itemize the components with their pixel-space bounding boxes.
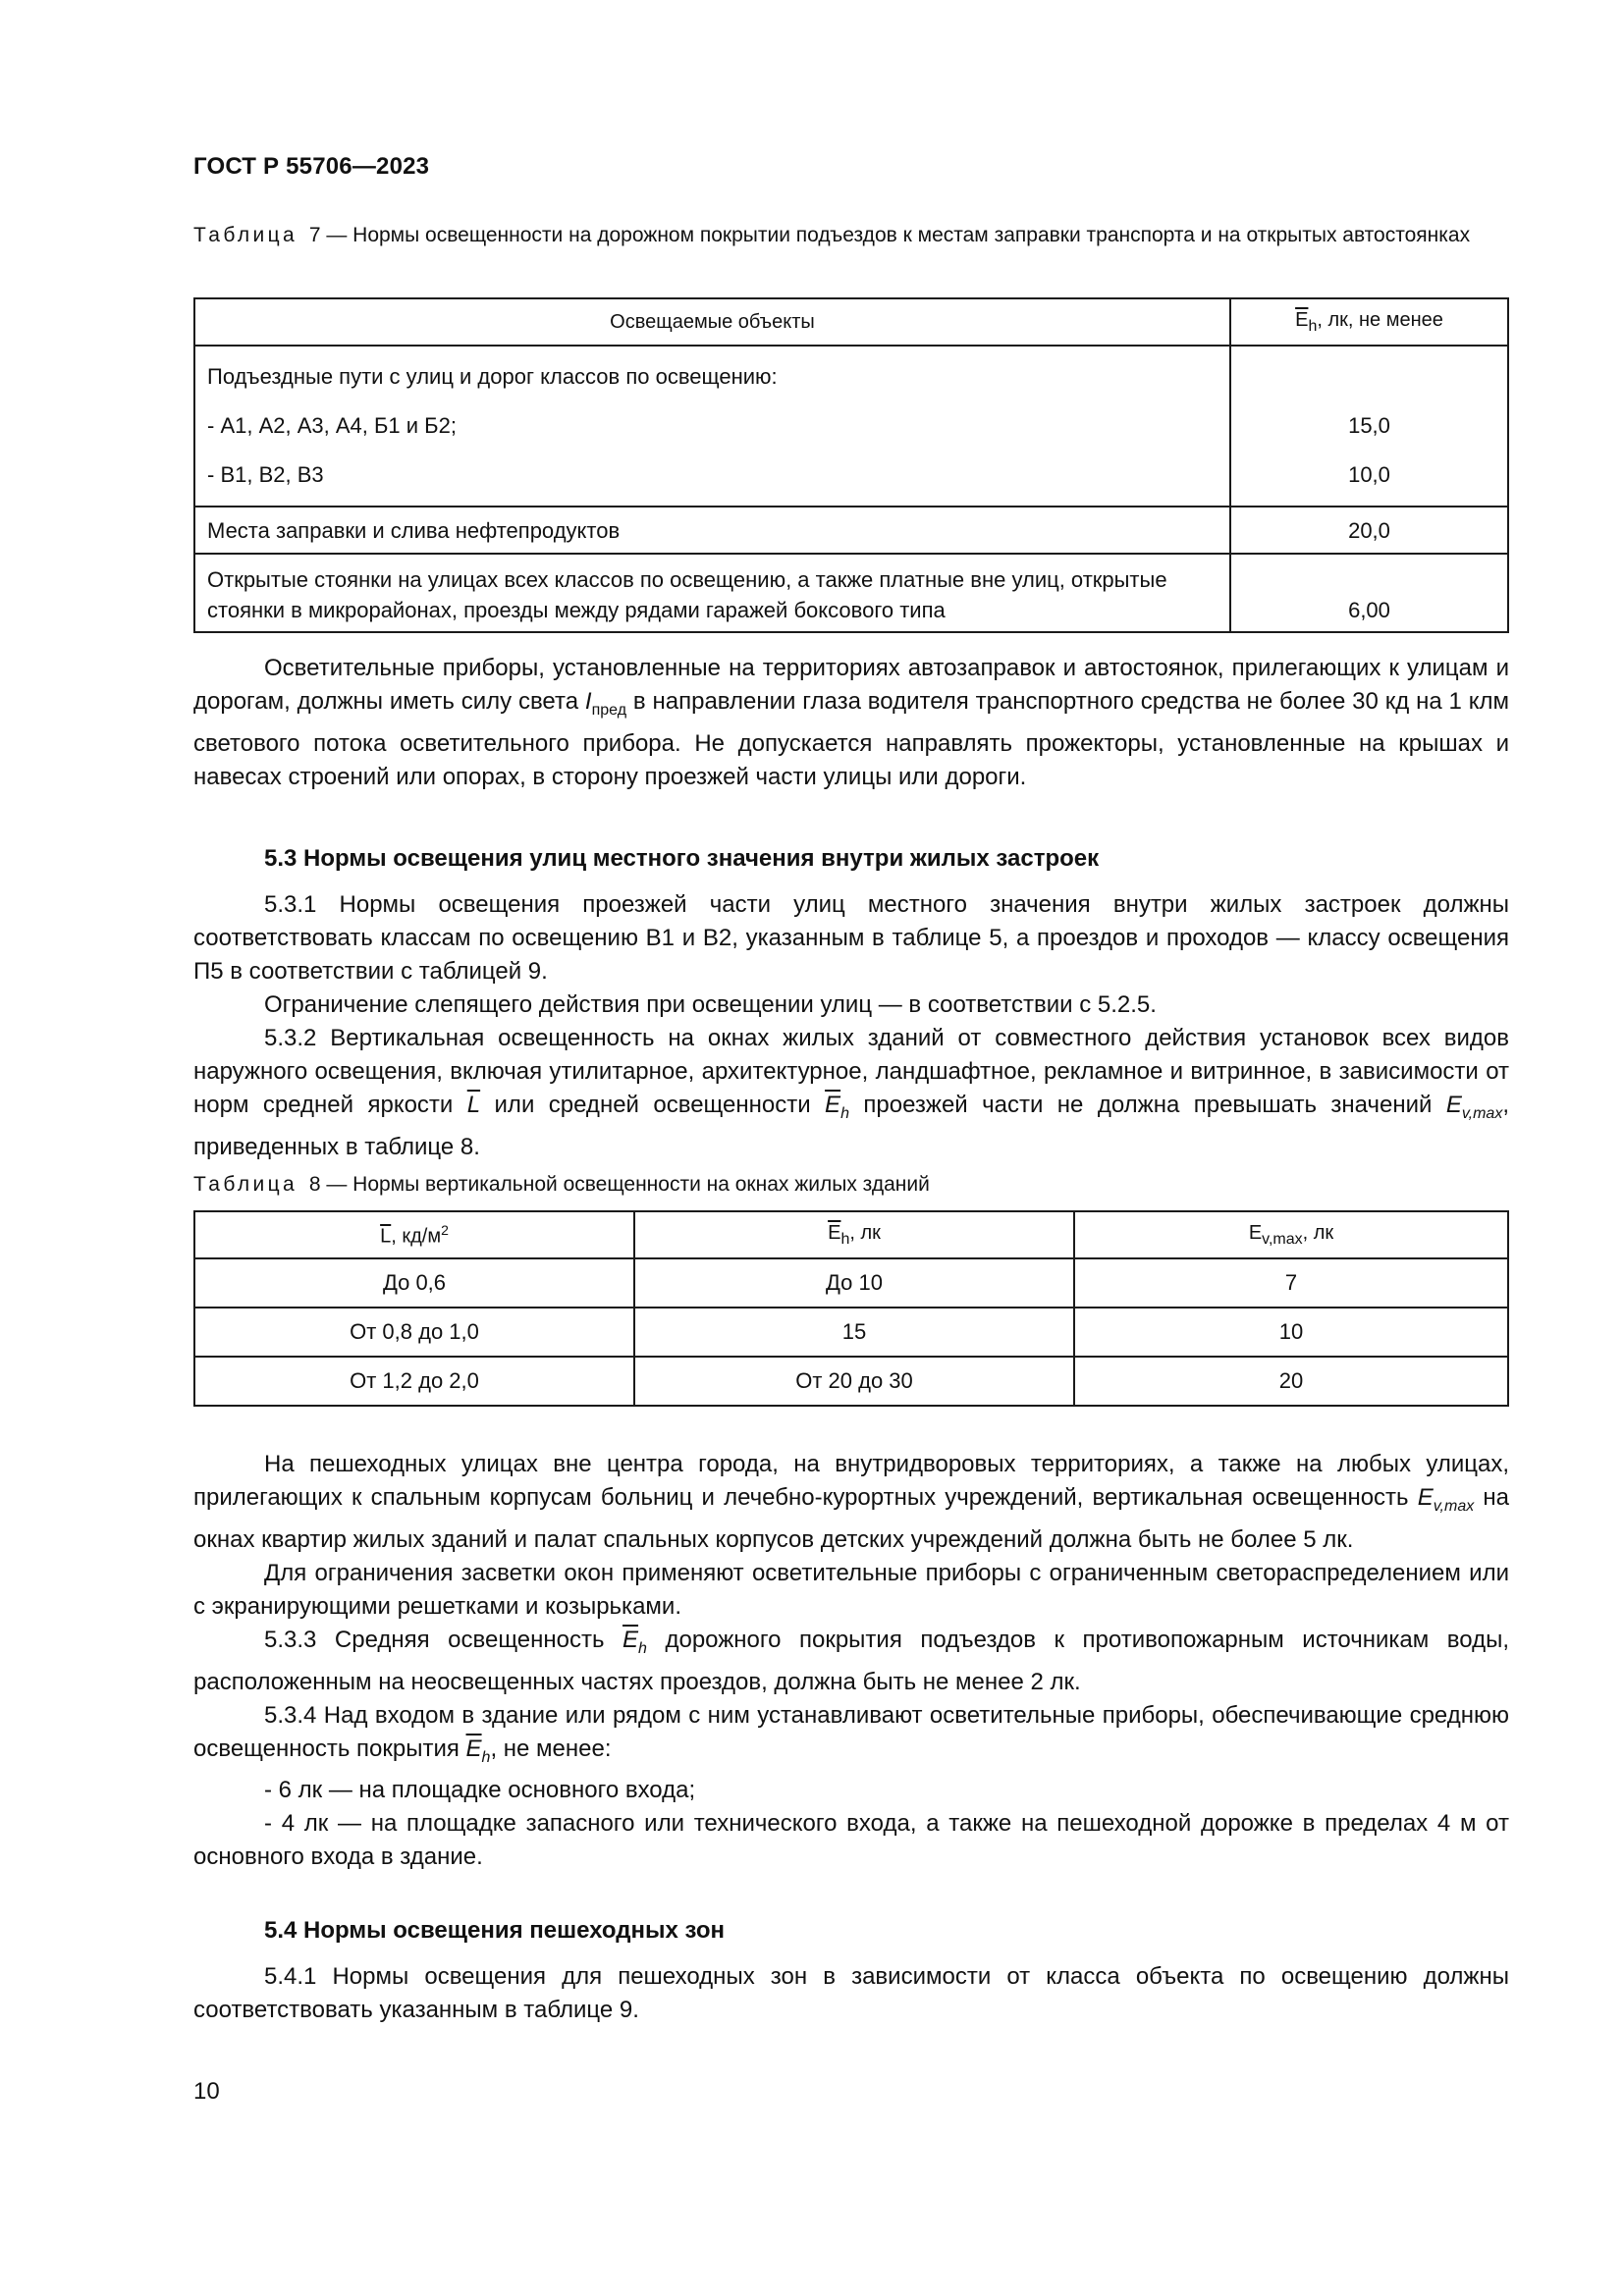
table7-header-row <box>194 298 1508 346</box>
table8-header-vertical-illuminance: $E_{v,max}$, лк <box>1074 1211 1508 1258</box>
table8-header-luminance: $\overline{L}$, $кд/м^2$ <box>194 1211 634 1258</box>
table-cell: До 0,6 <box>194 1258 634 1308</box>
table7-row-parking <box>194 554 1508 632</box>
table7-row-label: - В1, В2, В3 <box>207 462 324 487</box>
table7-group-title: Подъездные пути с улиц и дорог классов по освещению: <box>207 364 778 389</box>
table7-row-label: - А1, А2, А3, А4, Б1 и Б2; <box>207 413 457 438</box>
table-cell: 10 <box>1074 1308 1508 1357</box>
table7-caption-text: 7 — Нормы освещенности на дорожном покрытии подъездов к местам заправки транспорта и на открытых автостоянках <box>308 224 1471 246</box>
section-heading-5-4: 5.4 Нормы освещения пешеходных зон <box>264 1917 725 1944</box>
table-row <box>194 1357 1508 1406</box>
table8-caption <box>193 1170 1509 1200</box>
table7 <box>193 297 1509 633</box>
paragraph-5-3-1: 5.3.1 Нормы освещения проезжей части улиц местного значения внутри жилых застроек должны соответствовать классам по освещению В1 и В2, указанным в таблице 5, а проездов и проходов — классу освещения П5 в соответствии с таблицей 9. <box>193 891 1509 985</box>
table-cell: 20 <box>1074 1357 1508 1406</box>
paragraph-5-3-4: 5.3.4 Над входом в здание или рядом с ним устанавливают осветительные приборы, обеспечивающие среднюю освещенность покрытия $\overline{E}_h$, не менее: <box>193 1701 1509 1766</box>
section-heading-5-3: 5.3 Нормы освещения улиц местного значения внутри жилых застроек <box>264 845 1100 872</box>
table7-row-value: 10,0 <box>1348 462 1390 487</box>
table8 <box>193 1210 1509 1407</box>
table8-header-horizontal-illuminance: $\overline{E}_h$, лк <box>634 1211 1074 1258</box>
table-cell: От 1,2 до 2,0 <box>194 1357 634 1406</box>
section-after-table8 <box>193 1448 1509 1874</box>
list-item: - 4 лк — на площадке запасного или технического входа, а также на пешеходной дорожке в пределах 4 м от основного входа в здание. <box>193 1810 1509 1871</box>
table7-row-value: 15,0 <box>1348 413 1390 438</box>
table7-row-value: 20,0 <box>1230 507 1508 554</box>
table-cell: 15 <box>634 1308 1074 1357</box>
table-cell: От 20 до 30 <box>634 1357 1074 1406</box>
paragraph-5-3-2: 5.3.2 Вертикальная освещенность на окнах жилых зданий от совместного действия установок всех видов наружного освещения, включая утилитарное, архитектурное, ландшафтное, рекламное и витринное, в зависимости от норм средней яркости $\overline{L}$ или средней освещенности $\overline{E}_h$ проезжей части не должна превышать значений $E_{v,max}$, приведенных в таблице 8. <box>193 1025 1509 1160</box>
paragraph-5-3-3: 5.3.3 Средняя освещенность $\overline{E}_h$ дорожного покрытия подъездов к противопожарным источникам воды, расположенным на неосвещенных частях проездов, должна быть не менее 2 лк. <box>193 1626 1510 1695</box>
paragraph-5-4-1: 5.4.1 Нормы освещения для пешеходных зон в зависимости от класса объекта по освещению должны соответствовать указанным в таблице 9. <box>193 1963 1509 2023</box>
table8-header-row <box>194 1211 1508 1258</box>
table8-caption-label: Таблица <box>193 1173 298 1196</box>
paragraph-pedestrian-streets: На пешеходных улицах вне центра города, на внутридворовых территориях, а также на любых улицах, прилегающих к спальным корпусам больниц и лечебно-курортных учреждений, вертикальная освещенность $E_{v,max}$ на окнах квартир жилых зданий и палат спальных корпусов детских учреждений должна быть не более 5 лк. <box>193 1451 1509 1553</box>
page-number: 10 <box>193 2078 220 2105</box>
table7-row-label: Открытые стоянки на улицах всех классов по освещению, а также платные вне улиц, открытые стоянки в микрорайонах, проезды между рядами гаражей боксового типа <box>194 554 1230 632</box>
document-id: ГОСТ Р 55706—2023 <box>193 153 430 180</box>
section-5-3-body <box>193 888 1509 1164</box>
paragraph-window-glare: Для ограничения засветки окон применяют осветительные приборы с ограниченным светораспределением или с экранирующими решетками и козырьками. <box>193 1559 1509 1620</box>
table7-row-value: 6,00 <box>1230 554 1508 632</box>
table7-access-roads-values <box>1230 346 1508 507</box>
paragraph-glare: Ограничение слепящего действия при освещении улиц — в соответствии с 5.2.5. <box>264 991 1157 1018</box>
table7-row-access-roads <box>194 346 1508 507</box>
table7-header-illuminance: $\overline{E}_h$, лк, не менее <box>1230 298 1508 346</box>
table7-row-fueling <box>194 507 1508 554</box>
paragraph-fixtures: Осветительные приборы, установленные на территориях автозаправок и автостоянок, прилегающих к улицам и дорогам, должны иметь силу света $I_{пред}$ в направлении глаза водителя транспортного средства не более 30 кд на 1 клм светового потока осветительного прибора. Не допускается направлять прожекторы, установленные на крышах и навесах строений или опорах, в сторону проезжей части улицы или дороги. <box>193 655 1510 790</box>
table-cell: До 10 <box>634 1258 1074 1308</box>
table-row <box>194 1258 1508 1308</box>
table7-caption-label: Таблица <box>193 224 298 246</box>
table-row <box>194 1308 1508 1357</box>
table7-access-roads-cell <box>194 346 1230 507</box>
table-cell: 7 <box>1074 1258 1508 1308</box>
table7-caption <box>193 221 1509 250</box>
table7-row-label: Места заправки и слива нефтепродуктов <box>194 507 1230 554</box>
table8-caption-text: 8 — Нормы вертикальной освещенности на окнах жилых зданий <box>308 1173 930 1196</box>
table7-header-objects: Освещаемые объекты <box>194 298 1230 346</box>
list-item: - 6 лк — на площадке основного входа; <box>264 1777 696 1804</box>
table-cell: От 0,8 до 1,0 <box>194 1308 634 1357</box>
